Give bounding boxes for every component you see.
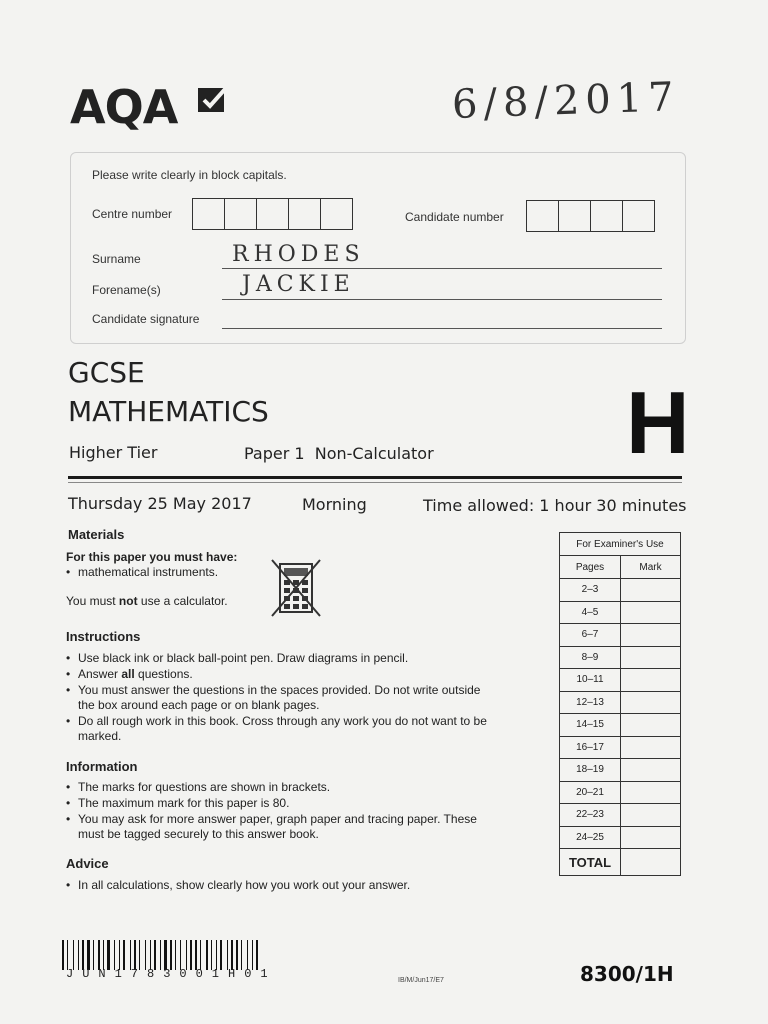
barcode-bar bbox=[220, 940, 222, 970]
barcode-bar bbox=[202, 940, 205, 970]
list-item: • The marks for questions are shown in brackets. bbox=[66, 780, 496, 795]
instructions-list bbox=[66, 651, 526, 745]
centre-number-label: Centre number bbox=[92, 207, 173, 221]
table-row: 22–23 bbox=[560, 804, 681, 827]
forename-line[interactable] bbox=[222, 299, 662, 300]
barcode-bar bbox=[82, 940, 84, 970]
barcode-bar bbox=[98, 940, 100, 970]
paper-label: Paper 1 Non-Calculator bbox=[244, 444, 434, 463]
list-item: • mathematical instruments. bbox=[66, 565, 266, 580]
barcode-bar bbox=[141, 940, 144, 970]
instructions-heading: Instructions bbox=[66, 629, 141, 644]
barcode-bar bbox=[206, 940, 208, 970]
barcode-bar bbox=[223, 940, 226, 970]
calculator-note: You must not use a calculator. bbox=[66, 594, 228, 608]
barcode-bar bbox=[116, 940, 118, 970]
barcode-bar bbox=[95, 940, 97, 970]
barcode-bar bbox=[62, 940, 64, 970]
barcode-bar bbox=[175, 940, 176, 970]
title-rule bbox=[68, 476, 682, 479]
surname-label: Surname bbox=[92, 252, 141, 266]
signature-label: Candidate signature bbox=[92, 312, 200, 326]
total-row: TOTAL bbox=[560, 849, 681, 876]
list-item: • You must answer the questions in the spaces provided. Do not write outside the box around each page or on blank pages. bbox=[66, 683, 498, 713]
no-calculator-icon bbox=[268, 556, 324, 620]
barcode-bar bbox=[164, 940, 167, 970]
barcode-bar bbox=[195, 940, 197, 970]
barcode-bar bbox=[154, 940, 156, 970]
barcode-bar bbox=[243, 940, 246, 970]
barcode-bar bbox=[114, 940, 115, 970]
barcode-bar bbox=[126, 940, 129, 970]
barcode-bar bbox=[93, 940, 94, 970]
barcode-bar bbox=[87, 940, 90, 970]
list-item: • Do all rough work in this book. Cross through any work you do not want to be marked. bbox=[66, 714, 526, 744]
table-row: 10–11 bbox=[560, 669, 681, 692]
barcode-bar bbox=[256, 940, 258, 970]
barcode-bar bbox=[139, 940, 140, 970]
barcode-bar bbox=[216, 940, 217, 970]
block-capitals-instruction: Please write clearly in block capitals. bbox=[92, 168, 287, 182]
barcode bbox=[62, 940, 312, 970]
barcode-bar bbox=[123, 940, 125, 970]
table-row: 14–15 bbox=[560, 714, 681, 737]
barcode-bar bbox=[130, 940, 131, 970]
table-row: 20–21 bbox=[560, 781, 681, 804]
information-list bbox=[66, 780, 496, 843]
advice-heading: Advice bbox=[66, 856, 109, 871]
table-row: 18–19 bbox=[560, 759, 681, 782]
materials-heading: Materials bbox=[68, 527, 125, 542]
barcode-bar bbox=[239, 940, 240, 970]
list-item: • In all calculations, show clearly how you work out your answer. bbox=[66, 878, 526, 893]
paper-code: 8300/1H bbox=[580, 962, 674, 986]
list-item: • Use black ink or black ball-point pen. Draw diagrams in pencil. bbox=[66, 651, 526, 666]
forename-value: JACKIE bbox=[242, 272, 355, 297]
barcode-bar bbox=[252, 940, 253, 970]
exam-date: Thursday 25 May 2017 bbox=[68, 494, 252, 513]
table-row: 4–5 bbox=[560, 601, 681, 624]
barcode-bar bbox=[121, 940, 122, 970]
table-row: 6–7 bbox=[560, 624, 681, 647]
barcode-bar bbox=[211, 940, 212, 970]
barcode-bar bbox=[150, 940, 151, 970]
barcode-bar bbox=[137, 940, 138, 970]
barcode-bar bbox=[103, 940, 104, 970]
barcode-bar bbox=[160, 940, 161, 970]
barcode-bar bbox=[67, 940, 68, 970]
mark-column-header: Mark bbox=[621, 556, 681, 579]
barcode-bar bbox=[198, 940, 199, 970]
barcode-bar bbox=[218, 940, 219, 970]
barcode-bar bbox=[91, 940, 92, 970]
table-row: 24–25 bbox=[560, 826, 681, 849]
information-heading: Information bbox=[66, 759, 138, 774]
barcode-bar bbox=[227, 940, 228, 970]
list-item: • The maximum mark for this paper is 80. bbox=[66, 796, 496, 811]
barcode-text: JUN1783001H01 bbox=[66, 967, 277, 981]
barcode-bar bbox=[177, 940, 179, 970]
barcode-bar bbox=[107, 940, 110, 970]
barcode-bar bbox=[193, 940, 194, 970]
handwritten-date: 6/8/2017 bbox=[451, 74, 681, 128]
materials-list bbox=[66, 565, 266, 581]
barcode-bar bbox=[85, 940, 86, 970]
barcode-bar bbox=[73, 940, 74, 970]
barcode-bar bbox=[65, 940, 66, 970]
forename-label: Forename(s) bbox=[92, 283, 161, 297]
barcode-bar bbox=[190, 940, 192, 970]
barcode-bar bbox=[134, 940, 136, 970]
barcode-bar bbox=[182, 940, 185, 970]
tier-letter: H bbox=[626, 373, 690, 472]
barcode-bar bbox=[209, 940, 210, 970]
centre-number-field[interactable] bbox=[192, 198, 352, 230]
barcode-bar bbox=[157, 940, 159, 970]
barcode-bar bbox=[111, 940, 113, 970]
barcode-bar bbox=[69, 940, 72, 970]
qualification-title: GCSE bbox=[68, 356, 145, 389]
barcode-bar bbox=[186, 940, 187, 970]
advice-list bbox=[66, 878, 526, 894]
aqa-logo: AQA bbox=[70, 80, 178, 134]
barcode-bar bbox=[180, 940, 181, 970]
barcode-bar bbox=[249, 940, 251, 970]
barcode-bar bbox=[231, 940, 233, 970]
barcode-bar bbox=[236, 940, 238, 970]
surname-value: RHODES bbox=[232, 242, 365, 267]
table-row: 8–9 bbox=[560, 646, 681, 669]
examiners-use-table bbox=[559, 532, 681, 876]
list-item: • Answer all questions. bbox=[66, 667, 526, 682]
barcode-bar bbox=[75, 940, 77, 970]
materials-must-have: For this paper you must have: bbox=[66, 550, 238, 564]
barcode-bar bbox=[234, 940, 235, 970]
barcode-bar bbox=[247, 940, 248, 970]
list-item: • You may ask for more answer paper, graph paper and tracing paper. These must be tagged securely to this answer book. bbox=[66, 812, 498, 842]
barcode-bar bbox=[78, 940, 79, 970]
barcode-bar bbox=[170, 940, 172, 970]
barcode-bar bbox=[188, 940, 189, 970]
table-row: 2–3 bbox=[560, 579, 681, 602]
barcode-bar bbox=[152, 940, 153, 970]
signature-line[interactable] bbox=[222, 328, 662, 329]
barcode-bar bbox=[173, 940, 174, 970]
barcode-bar bbox=[80, 940, 81, 970]
barcode-bar bbox=[105, 940, 106, 970]
candidate-number-field[interactable] bbox=[526, 200, 654, 232]
document-reference: IB/M/Jun17/E7 bbox=[398, 977, 444, 984]
barcode-bar bbox=[162, 940, 163, 970]
table-row: 12–13 bbox=[560, 691, 681, 714]
exam-session: Morning bbox=[302, 495, 367, 514]
barcode-bar bbox=[145, 940, 146, 970]
aqa-tick-logo-icon bbox=[196, 84, 230, 118]
barcode-bar bbox=[119, 940, 120, 970]
pages-column-header: Pages bbox=[560, 556, 621, 579]
title-rule-thin bbox=[68, 482, 682, 483]
candidate-number-label: Candidate number bbox=[405, 210, 504, 224]
barcode-bar bbox=[254, 940, 255, 970]
time-allowed: Time allowed: 1 hour 30 minutes bbox=[423, 496, 687, 515]
surname-line[interactable] bbox=[222, 268, 662, 269]
barcode-bar bbox=[101, 940, 102, 970]
barcode-bar bbox=[213, 940, 215, 970]
barcode-bar bbox=[229, 940, 230, 970]
examiners-use-title: For Examiner's Use bbox=[560, 533, 681, 556]
barcode-bar bbox=[241, 940, 242, 970]
barcode-bar bbox=[147, 940, 149, 970]
subject-title: MATHEMATICS bbox=[68, 395, 269, 428]
barcode-bar bbox=[168, 940, 169, 970]
table-row: 16–17 bbox=[560, 736, 681, 759]
barcode-bar bbox=[200, 940, 201, 970]
tier-label: Higher Tier bbox=[69, 443, 158, 462]
barcode-bar bbox=[132, 940, 133, 970]
